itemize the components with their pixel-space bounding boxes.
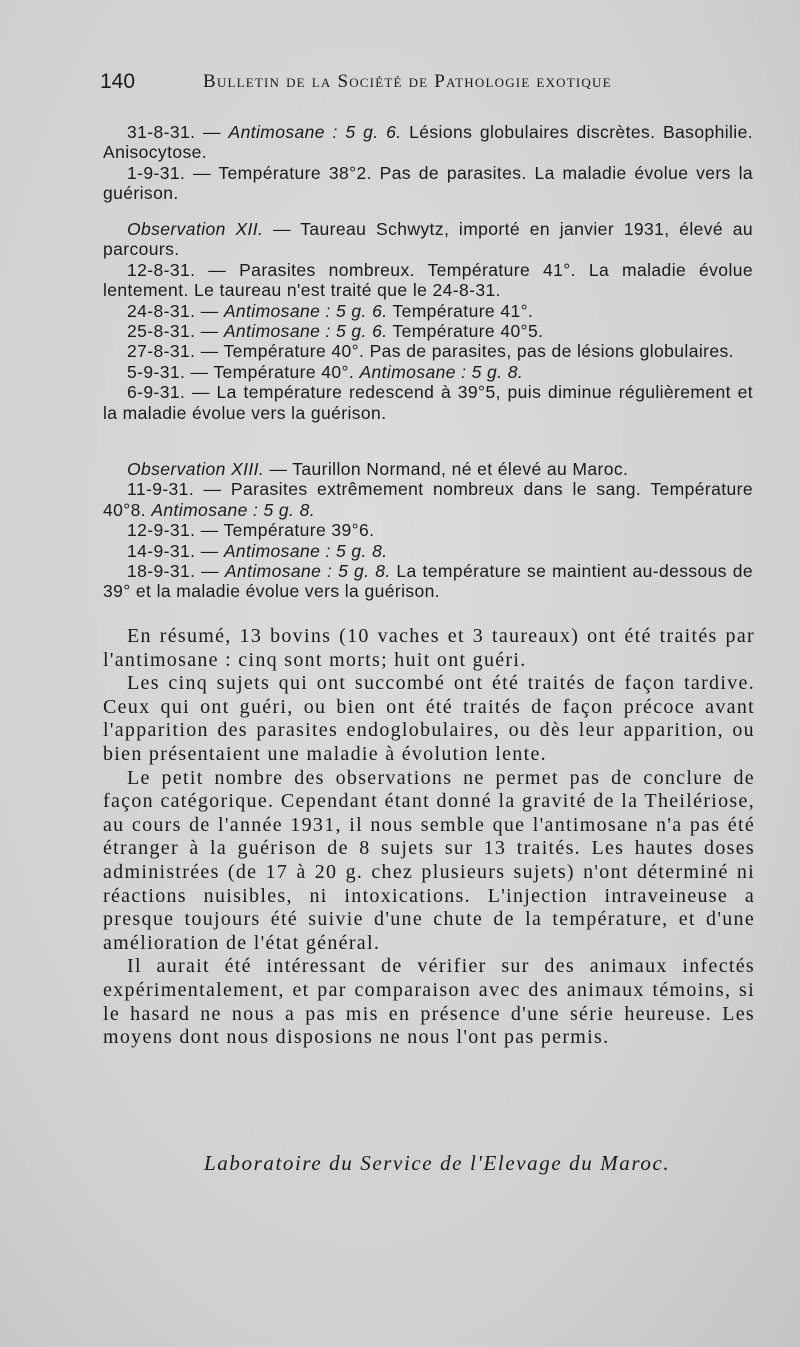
entry: 27-8-31. — Température 40°. Pas de parasites, pas de lésions globulaires. — [127, 341, 734, 362]
page-header — [100, 70, 760, 100]
observation-heading: Observation XIII. — Taurillon Normand, né et élevé au Maroc. — [127, 459, 629, 479]
observation-heading: Observation XII. — Taureau Schwytz, importé en janvier 1931, élevé au parcours. — [103, 219, 754, 260]
entry: 5-9-31. — Température 40°. Antimosane : 5 g. 8. — [127, 361, 524, 382]
entry: 31-8-31. — Antimosane : 5 g. 6. Lésions globulaires discrètes. Basophilie. Anisocytose. — [103, 122, 753, 163]
observation-12 — [103, 219, 753, 423]
signature: Laboratoire du Service de l'Elevage du Maroc. — [204, 1151, 671, 1175]
observation-title: Observation XIII. — [127, 459, 265, 479]
entry: 14-9-31. — Antimosane : 5 g. 8. — [127, 540, 388, 561]
observation-continued — [103, 122, 753, 204]
paragraph: En résumé, 13 bovins (10 vaches et 3 taureaux) ont été traités par l'antimosane : cinq sont morts; huit ont guéri. — [103, 625, 755, 671]
summary-section — [103, 625, 755, 1050]
page-number: 140 — [100, 70, 136, 93]
paragraph: Il aurait été intéressant de vérifier sur des animaux infectés expérimentalement, et par comparaison avec des animaux témoins, si le hasard ne nous a pas mis en présence d'une série heureuse. Les moyens dont nous disposions ne nous l'ont pas permis. — [103, 955, 755, 1049]
paragraph: Le petit nombre des observations ne permet pas de conclure de façon catégorique. Cependant étant donné la gravité de la Theilériose, au cours de l'année 1931, il nous semble que l'antimosane n'a pas été étranger à la guérison de 8 sujets sur 13 traités. Les hautes doses administrées (de 17 à 20 g. chez plusieurs sujets) n'ont déterminé ni réactions nuisibles, ni intoxications. L'injection intraveineuse a presque toujours été suivie d'une chute de la température, et d'une amélioration de l'état général. — [103, 766, 755, 954]
entry: 6-9-31. — La température redescend à 39°5, puis diminue régulièrement et la maladie évolue vers la guérison. — [103, 382, 753, 423]
entry: 1-9-31. — Température 38°2. Pas de parasites. La maladie évolue vers la guérison. — [103, 162, 753, 204]
running-title: Bulletin de la Société de Pathologie exotique — [203, 71, 612, 92]
paragraph: Les cinq sujets qui ont succombé ont été traités de façon tardive. Ceux qui ont guéri, ou bien ont été traités de façon précoce avant l'apparition des parasites endoglobulaires, ou dès leur apparition, ou bien présentaient une maladie à évolution lente. — [103, 672, 755, 765]
entry: 12-8-31. — Parasites nombreux. Température 41°. La maladie évolue lentement. Le taureau n'est traité que le 24-8-31. — [103, 259, 753, 301]
entry: 11-9-31. — Parasites extrêmement nombreux dans le sang. Température 40°8. Antimosane : 5 g. 8. — [103, 479, 753, 520]
observation-title: Observation XII. — [127, 219, 264, 239]
entry: 12-9-31. — Température 39°6. — [127, 520, 375, 541]
entry: 24-8-31. — Antimosane : 5 g. 6. Température 41°. — [127, 300, 534, 321]
observation-13 — [103, 459, 753, 602]
entry: 18-9-31. — Antimosane : 5 g. 8. La température se maintient au-dessous de 39° et la maladie évolue vers la guérison. — [103, 561, 753, 602]
entry: 25-8-31. — Antimosane : 5 g. 6. Température 40°5. — [127, 321, 544, 342]
